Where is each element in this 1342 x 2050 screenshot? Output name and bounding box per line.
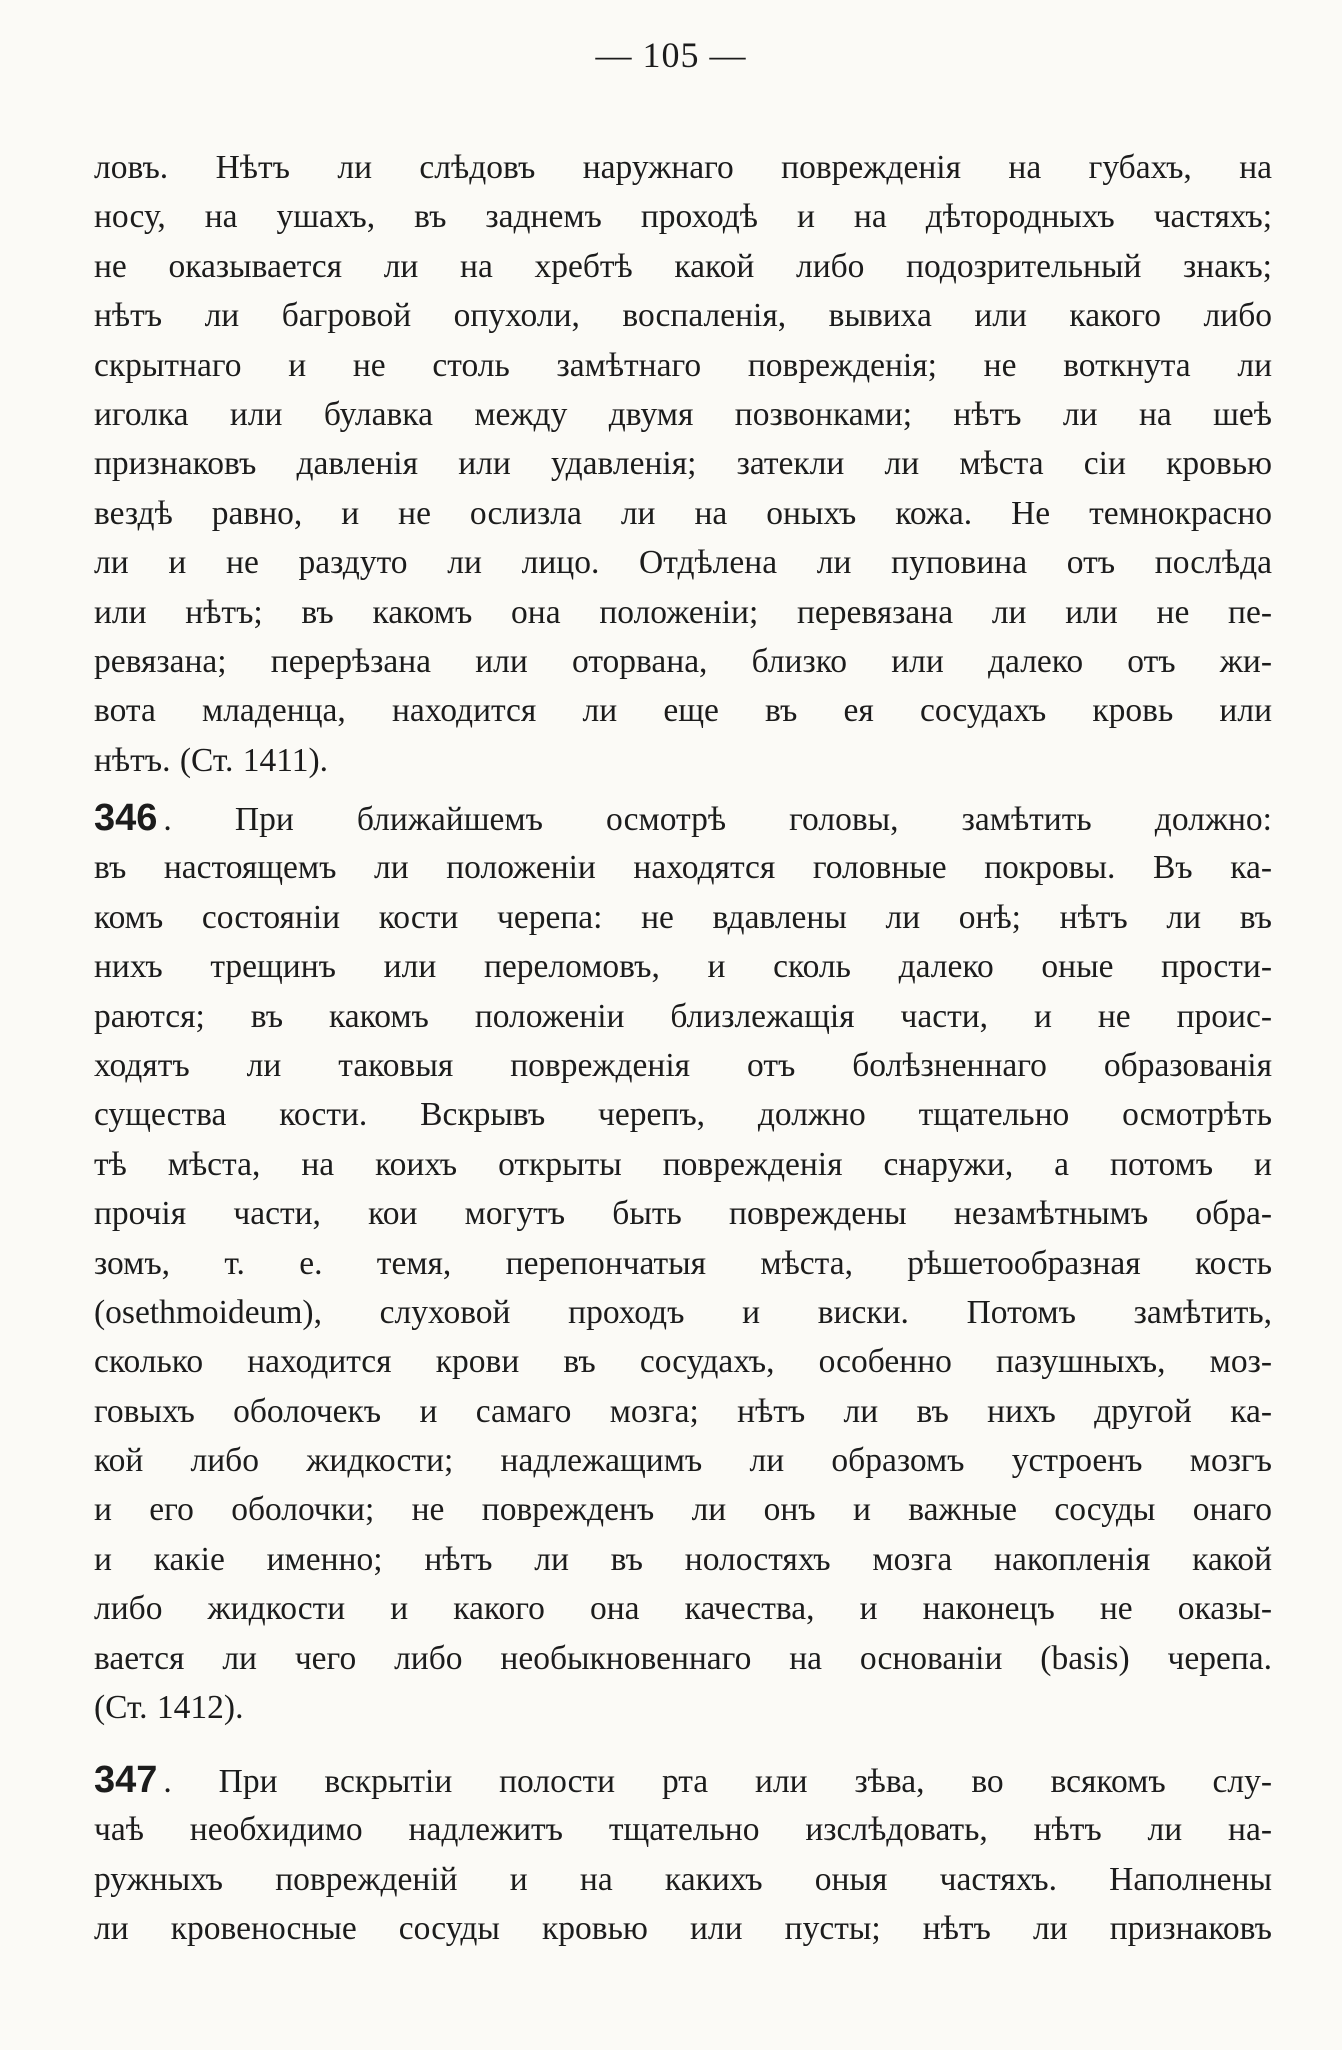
- text-line: носу, на ушахъ, въ заднемъ проходѣ и на дѣтородныхъ частяхъ;: [94, 198, 1272, 236]
- paragraph-number: 346: [94, 797, 158, 839]
- text-line: существа кости. Вскрывъ черепъ, должно тщательно осмотрѣть: [94, 1096, 1272, 1134]
- text-line: говыхъ оболочекъ и самаго мозга; нѣтъ ли въ нихъ другой ка-: [94, 1392, 1272, 1430]
- text-line: въ настоящемъ ли положеніи находятся головные покровы. Въ ка-: [94, 849, 1272, 887]
- text-line-first: [94, 794, 1272, 843]
- text-line: зомъ, т. е. темя, перепончатыя мѣста, рѣшетообразная кость: [94, 1244, 1272, 1282]
- text-line-rest: . При ближайшемъ осмотрѣ головы, замѣтить должно:: [163, 801, 1272, 838]
- text-line: (osethmoideum), слуховой проходъ и виски. Потомъ замѣтить,: [94, 1293, 1272, 1331]
- text-line-rest: . При вскрытіи полости рта или зѣва, во всякомъ слу-: [163, 1763, 1272, 1800]
- text-line: нѣтъ ли багровой опухоли, воспаленія, вывиха или какого либо: [94, 297, 1272, 335]
- text-line: сколько находится крови въ сосудахъ, особенно пазушныхъ, моз-: [94, 1343, 1272, 1381]
- text-line: нихъ трещинъ или переломовъ, и сколь далеко оные прости-: [94, 948, 1272, 986]
- text-line: раются; въ какомъ положеніи близлежащія части, и не проис-: [94, 997, 1272, 1035]
- text-line: кой либо жидкости; надлежащимъ ли образомъ устроенъ мозгъ: [94, 1442, 1272, 1480]
- text-line: вота младенца, находится ли еще въ ея сосудахъ кровь или: [94, 692, 1272, 730]
- text-line: и какіе именно; нѣтъ ли въ нолостяхъ мозга накопленія какой: [94, 1540, 1272, 1578]
- text-line: комъ состояніи кости черепа: не вдавлены ли онѣ; нѣтъ ли въ: [94, 898, 1272, 936]
- text-line: признаковъ давленія или удавленія; затекли ли мѣста сіи кровью: [94, 445, 1272, 483]
- page-number-header: — 105 —: [595, 35, 747, 75]
- text-line: или нѣтъ; въ какомъ она положеніи; перевязана ли или не пе-: [94, 593, 1272, 631]
- text-line: вается ли чего либо необыкновеннаго на основаніи (basis) черепа.: [94, 1639, 1272, 1677]
- text-line: ли кровеносные сосуды кровью или пусты; нѣтъ ли признаковъ: [94, 1910, 1272, 1948]
- text-line: (Ст. 1412).: [94, 1689, 244, 1727]
- text-line-first: [94, 1756, 1272, 1805]
- text-line: ловъ. Нѣтъ ли слѣдовъ наружнаго поврежденія на губахъ, на: [94, 149, 1272, 186]
- text-line: прочія части, кои могутъ быть повреждены незамѣтнымъ обра-: [94, 1195, 1272, 1233]
- paragraph-346: [94, 794, 1272, 1732]
- text-line: ревязана; перерѣзана или оторвана, близко или далеко отъ жи-: [94, 642, 1272, 680]
- text-line: ружныхъ поврежденій и на какихъ оныя частяхъ. Наполнены: [94, 1860, 1272, 1898]
- text-line: не оказывается ли на хребтѣ какой либо подозрительный знакъ;: [94, 247, 1272, 285]
- paragraph-347: [94, 1756, 1272, 1954]
- text-line: ли и не раздуто ли лицо. Отдѣлена ли пуповина отъ послѣда: [94, 544, 1272, 582]
- text-line: тѣ мѣста, на коихъ открыты поврежденія снаружи, а потомъ и: [94, 1145, 1272, 1183]
- text-line: и его оболочки; не поврежденъ ли онъ и важные сосуды онаго: [94, 1491, 1272, 1529]
- text-line: скрытнаго и не столь замѣтнаго поврежденія; не воткнута ли: [94, 346, 1272, 384]
- paragraph-number: 347: [94, 1759, 158, 1801]
- text-line: иголка или булавка между двумя позвонками; нѣтъ ли на шеѣ: [94, 395, 1272, 433]
- text-line: вездѣ равно, и не ослизла ли на оныхъ кожа. Не темнокрасно: [94, 494, 1272, 532]
- text-line: ходятъ ли таковыя поврежденія отъ болѣзненнаго образованія: [94, 1046, 1272, 1084]
- paragraph-continuation: [94, 143, 1272, 785]
- text-line: чаѣ необхидимо надлежитъ тщательно изслѣдовать, нѣтъ ли на-: [94, 1811, 1272, 1849]
- text-line: нѣтъ. (Ст. 1411).: [94, 741, 329, 779]
- text-line: либо жидкости и какого она качества, и наконецъ не оказы-: [94, 1590, 1272, 1628]
